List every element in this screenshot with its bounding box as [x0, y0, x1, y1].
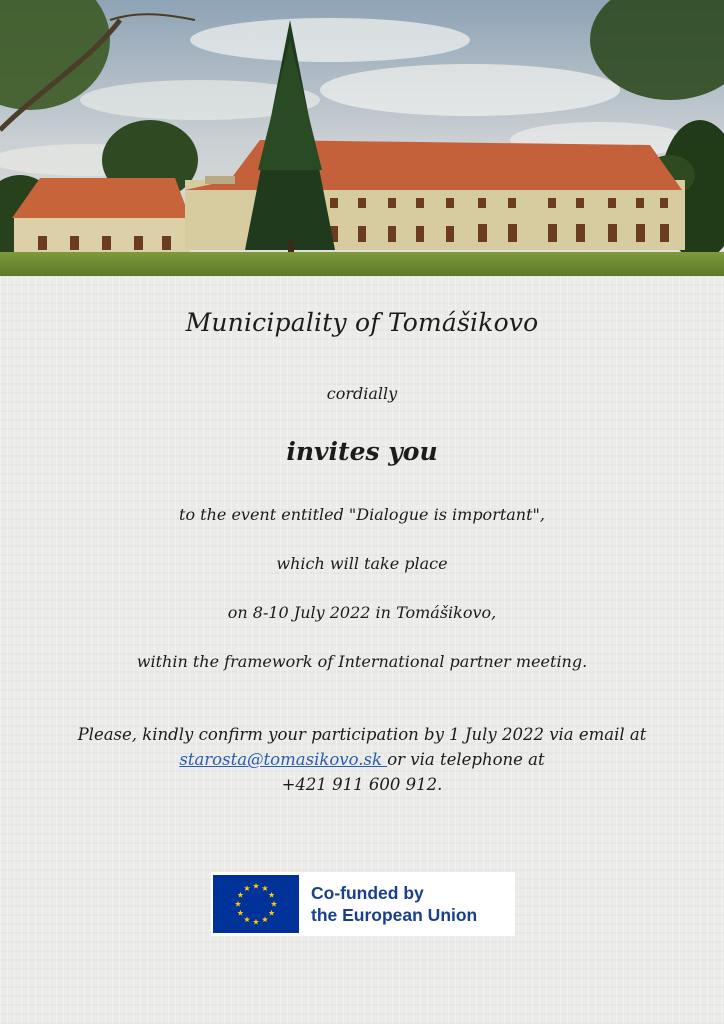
- eu-star-icon: [237, 892, 243, 898]
- eu-star-icon: [262, 885, 268, 891]
- date-line: on 8-10 July 2022 in Tomášikovo,: [227, 603, 497, 622]
- eu-logo-line2: the European Union: [311, 905, 478, 925]
- rsvp-text-before: Please, kindly confirm your participation by 1 July 2022 via email at: [77, 725, 647, 744]
- eu-star-icon: [269, 892, 275, 898]
- eu-star-icon: [253, 919, 259, 925]
- eu-star-icon: [244, 916, 250, 922]
- eu-logo-line1: Co-funded by: [311, 883, 424, 903]
- cordially-text: cordially: [326, 384, 398, 403]
- eu-star-icon: [253, 883, 259, 889]
- email-link[interactable]: starosta@tomasikovo.sk: [179, 750, 388, 769]
- invites-heading: invites you: [286, 437, 438, 466]
- take-place-line: which will take place: [276, 554, 448, 573]
- eu-flag-icon: [213, 875, 299, 933]
- rsvp-paragraph: [60, 722, 664, 797]
- eu-star-icon: [237, 910, 243, 916]
- rsvp-text-middle: or via telephone at: [387, 750, 545, 769]
- eu-star-icon: [244, 885, 250, 891]
- eu-cofunded-logo: [211, 872, 515, 936]
- event-line: to the event entitled "Dialogue is important",: [179, 505, 545, 524]
- eu-star-icon: [262, 916, 268, 922]
- eu-logo-text: [311, 882, 477, 926]
- host-title: Municipality of Tomášikovo: [185, 308, 539, 337]
- framework-line: within the framework of International partner meeting.: [136, 652, 588, 671]
- phone-number: +421 911 600 912.: [281, 775, 443, 794]
- eu-star-icon: [269, 910, 275, 916]
- eu-star-icon: [235, 901, 241, 907]
- eu-star-icon: [271, 901, 277, 907]
- manor-house-photo: [0, 0, 724, 276]
